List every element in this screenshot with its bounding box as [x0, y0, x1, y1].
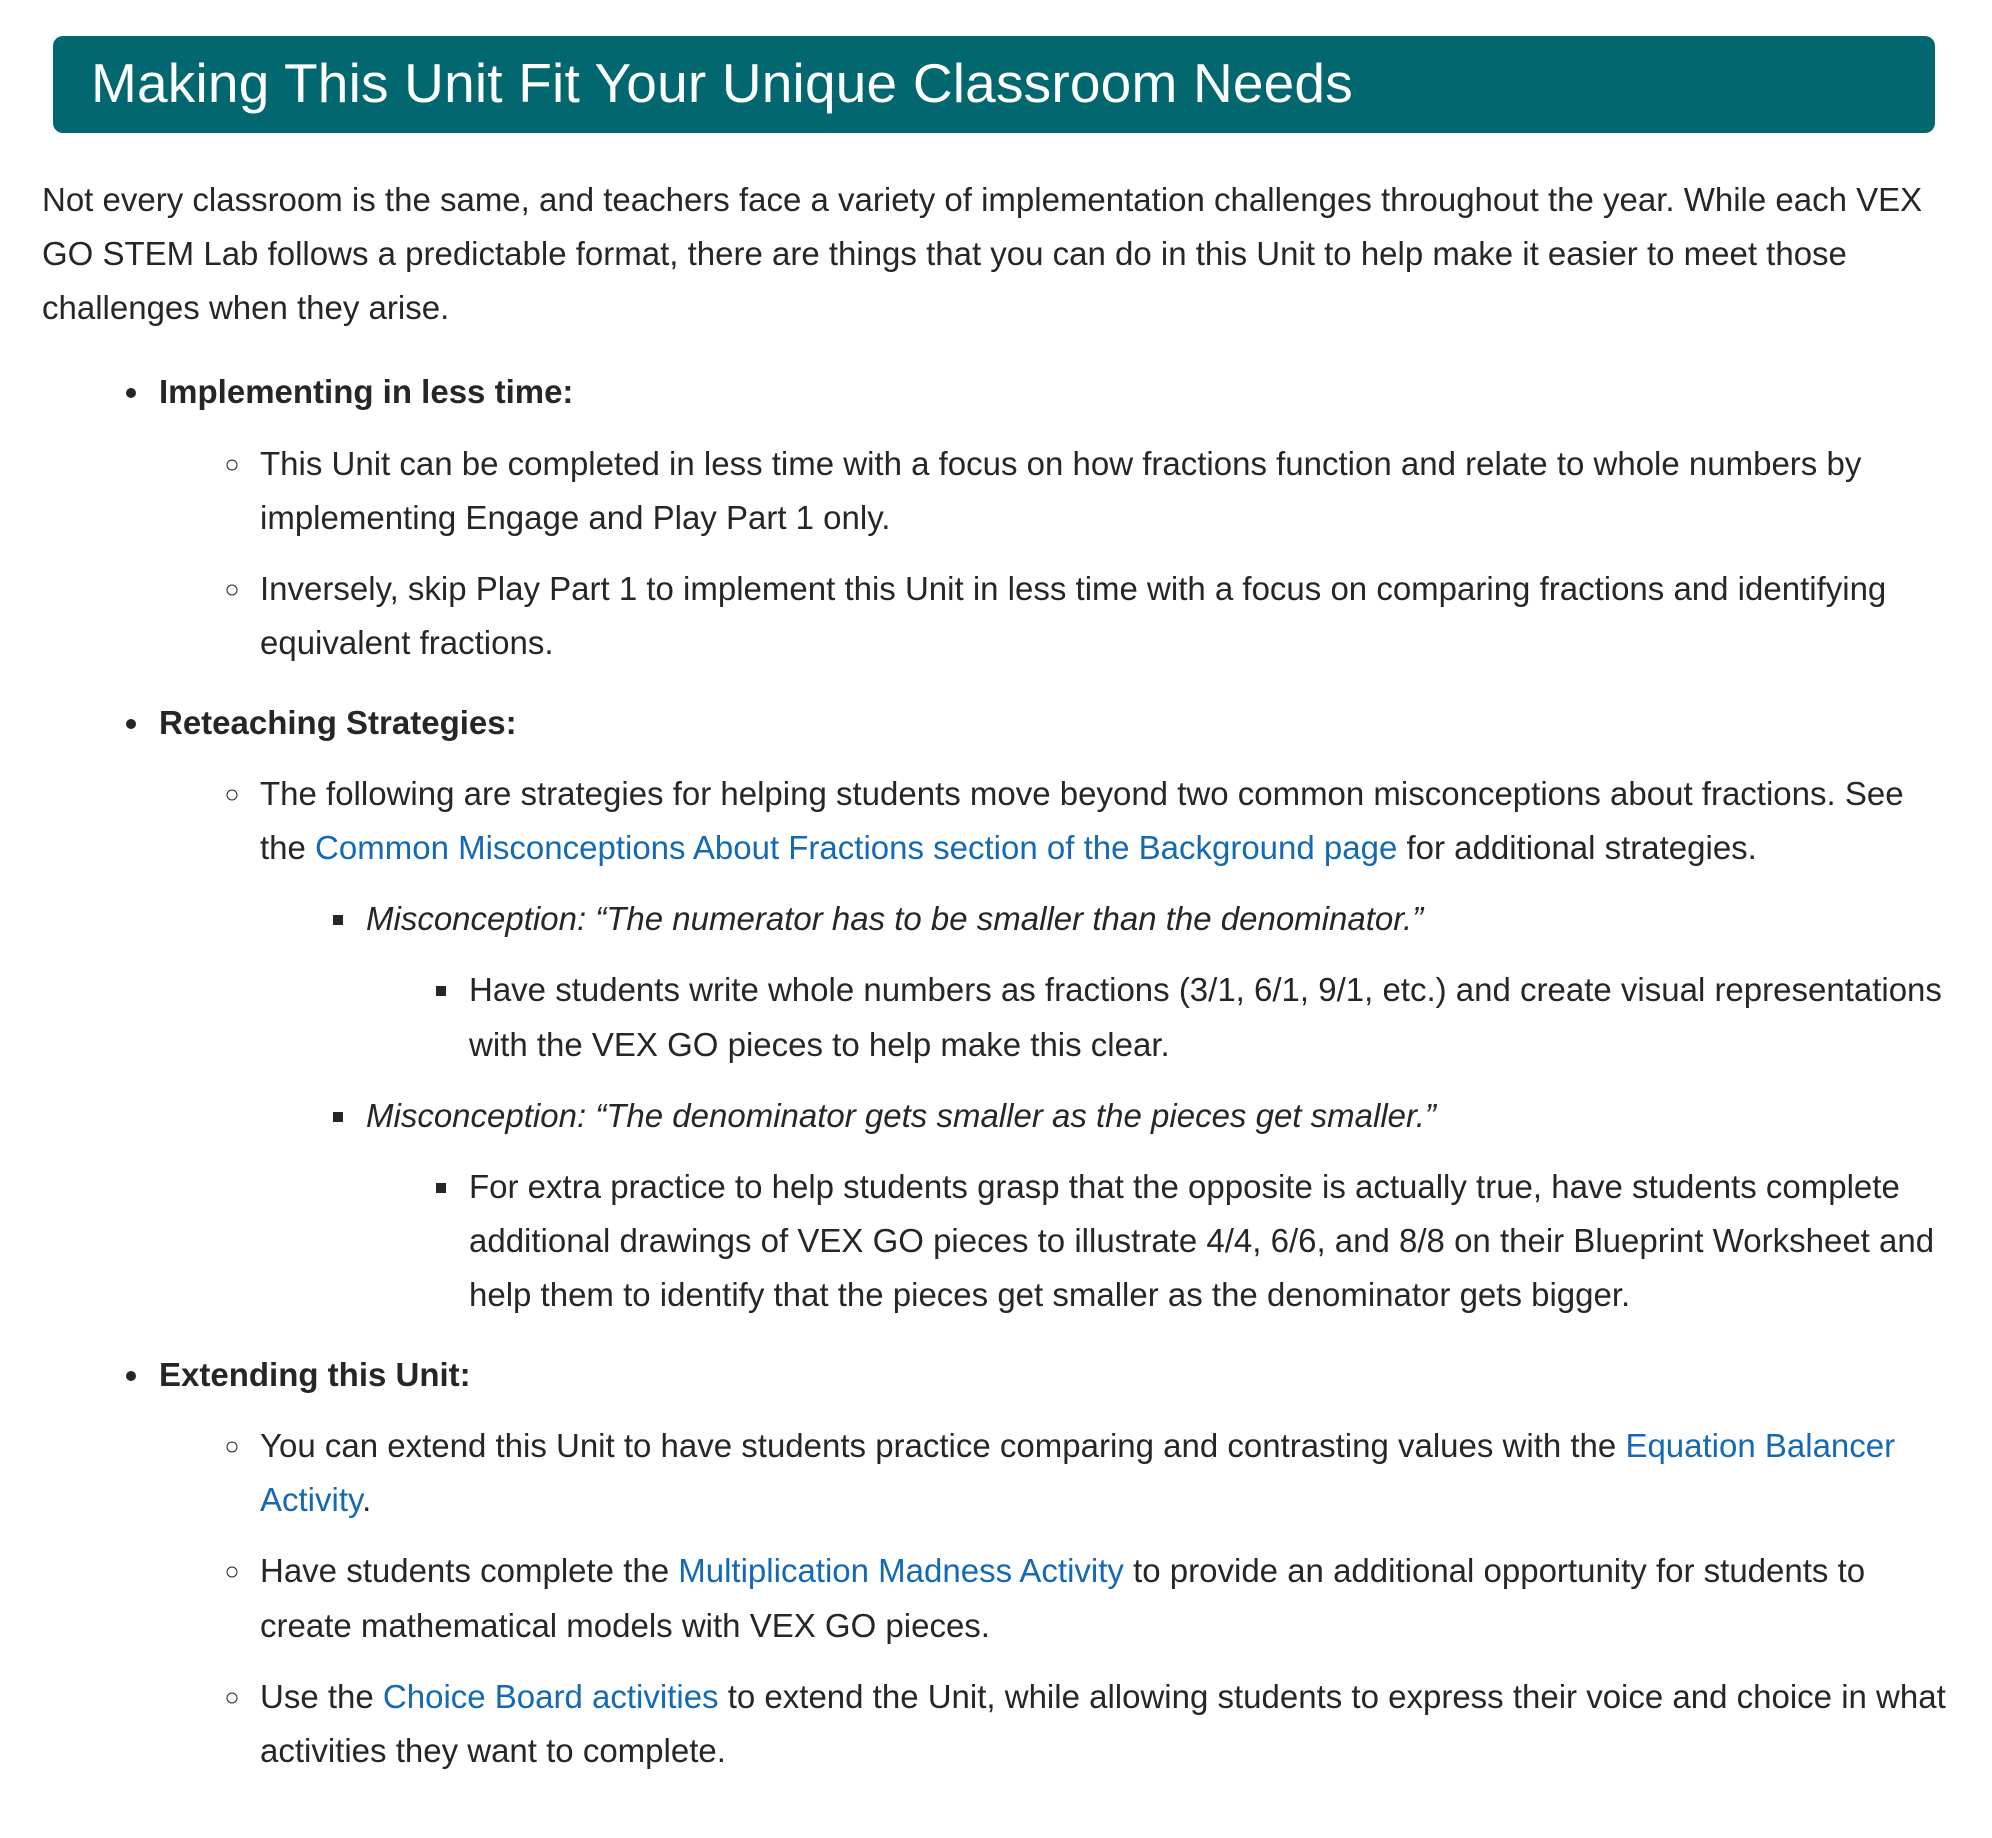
- section-extending: [153, 1348, 1950, 1778]
- list-item-text: to extend the Unit, while allowing students to express their voice and choice in what activities they want to complete.: [260, 1677, 1946, 1769]
- extending-sublist: [159, 1419, 1950, 1778]
- list-item: [254, 562, 1950, 670]
- list-item-text: for additional strategies.: [1397, 829, 1757, 867]
- implementing-sublist: [159, 437, 1950, 670]
- intro-paragraph: Not every classroom is the same, and teachers face a variety of implementation challenges throughout the year. While each VEX GO STEM Lab follows a predictable format, there are things that you can do in this Unit to help make it easier to meet those challenges when they arise.: [42, 181, 1923, 327]
- link-common-misconceptions[interactable]: Common Misconceptions About Fractions section of the Background page: [315, 829, 1398, 867]
- misconception-item: [360, 1089, 1950, 1322]
- list-item-text: For extra practice to help students grasp that the opposite is actually true, have students complete additional drawings of VEX GO pieces to illustrate 4/4, 6/6, and 8/8 on their Blueprint Worksheet and help them to identify that the pieces get smaller as the denominator gets bigger.: [469, 1167, 1935, 1313]
- misconception-tip: [463, 1160, 1950, 1322]
- page-title: Making This Unit Fit Your Unique Classroom Needs: [91, 52, 1353, 114]
- link-choice-board[interactable]: Choice Board activities: [382, 1677, 719, 1715]
- misconception-tip: [463, 963, 1950, 1071]
- section-heading-implementing: Implementing in less time:: [159, 373, 574, 411]
- list-item: [254, 1419, 1950, 1527]
- section-implementing: [153, 365, 1950, 670]
- list-item-text: This Unit can be completed in less time with a focus on how fractions function and relate to whole numbers by implementing Engage and Play Part 1 only.: [260, 444, 1862, 536]
- misconception-item: [360, 892, 1950, 1071]
- link-equation-balancer[interactable]: Equation Balancer Activity: [260, 1427, 1896, 1519]
- section-heading-extending: Extending this Unit:: [159, 1356, 471, 1394]
- list-item-text: Have students write whole numbers as fractions (3/1, 6/1, 9/1, etc.) and create visual representations with the VEX GO pieces to help make this clear.: [469, 971, 1942, 1063]
- list-item-text: Use the: [260, 1677, 383, 1715]
- list-item: [254, 1544, 1950, 1652]
- list-item-text: Inversely, skip Play Part 1 to implement this Unit in less time with a focus on comparing fractions and identifying equivalent fractions.: [260, 569, 1887, 661]
- misconceptions-list: [260, 892, 1950, 1322]
- reteaching-sublist: [159, 767, 1950, 1322]
- misconception-tip-list: [366, 1160, 1950, 1322]
- list-item: [254, 767, 1950, 1322]
- misconception-label: Misconception: “The denominator gets smaller as the pieces get smaller.”: [366, 1096, 1436, 1134]
- misconception-tip-list: [366, 963, 1950, 1071]
- list-item-text: You can extend this Unit to have students practice comparing and contrasting values with the: [260, 1427, 1626, 1465]
- list-item-text: The following are strategies for helping students move beyond two common misconceptions about fractions. See the: [260, 775, 1904, 867]
- section-reteaching: [153, 696, 1950, 1322]
- list-item: [254, 1670, 1950, 1778]
- list-item-text: to provide an additional opportunity for students to create mathematical models with VEX GO pieces.: [260, 1552, 1866, 1644]
- list-item-text: Have students complete the: [260, 1552, 679, 1590]
- misconception-label: Misconception: “The numerator has to be smaller than the denominator.”: [366, 900, 1424, 938]
- page-title-banner: [53, 36, 1935, 133]
- list-item-text: .: [362, 1481, 372, 1519]
- main-bullet-list: [42, 365, 1950, 1777]
- link-multiplication-madness[interactable]: Multiplication Madness Activity: [678, 1552, 1124, 1590]
- list-item: [254, 437, 1950, 545]
- section-heading-reteaching: Reteaching Strategies:: [159, 703, 517, 741]
